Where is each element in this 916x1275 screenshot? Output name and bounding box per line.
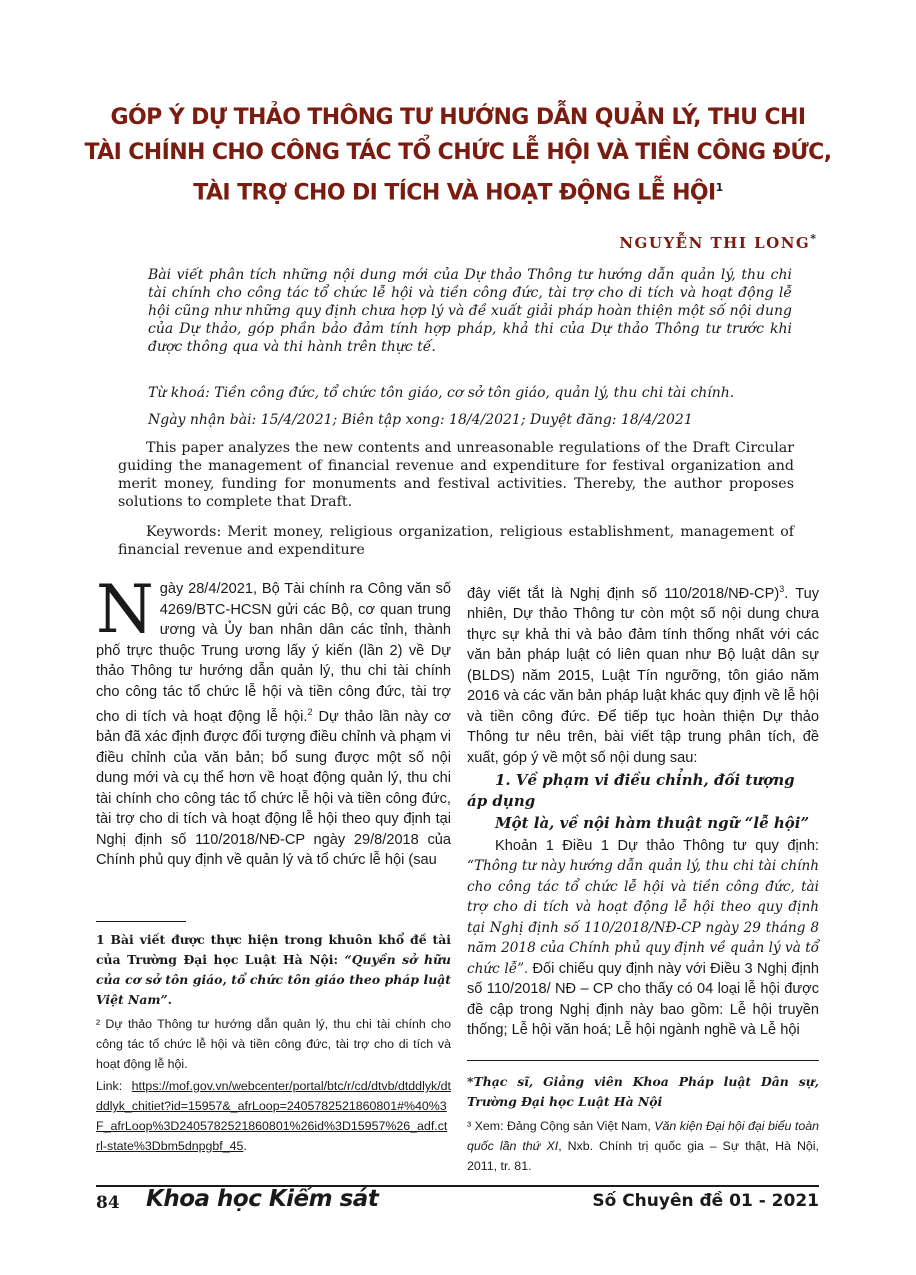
body-right-paragraph-1 <box>467 579 819 768</box>
abstract-vietnamese <box>148 266 792 356</box>
footnote-2: ² Dự thảo Thông tư hướng dẫn quản lý, thu chi tài chính cho công tác tổ chức lễ hội và tiền công đức, tài trợ cho di tích và hoạt động lễ hội. <box>96 1017 451 1071</box>
title-footnote-mark: 1 <box>715 181 723 194</box>
page-number: 84 <box>96 1193 120 1213</box>
article-title <box>80 100 836 210</box>
issue-label: Số Chuyên đề 01 - 2021 <box>592 1191 819 1211</box>
footnote-3 <box>467 1116 819 1176</box>
footnote-1-mark: 1 <box>96 932 105 947</box>
title-line-3-text: TÀI TRỢ CHO DI TÍCH VÀ HOẠT ĐỘNG LỄ HỘI <box>193 180 716 206</box>
body-left-text: gày 28/4/2021, Bộ Tài chính ra Công văn số 4269/BTC-HCSN gửi các Bộ, cơ quan trung ương và Ủy ban nhân dân các tỉnh, thành phố trực thuộc Trung ương lấy ý kiến (lần 2) về Dự thảo Thông tư hướng dẫn quản lý, thu chi tài chính cho công tác tổ chức lễ hội và tiền công đức, tài trợ cho di tích và hoạt động lễ hội. <box>96 581 451 725</box>
author-mark: * <box>810 232 816 245</box>
link-label: Link: <box>96 1079 132 1093</box>
abstract-english: This paper analyzes the new contents and unreasonable regulations of the Draft Circular guiding the management of financial revenue and expenditure for festival organization and merit money, funding for monuments and festival activities. Thereby, the author proposes solutions to complete that Draft. <box>118 440 794 510</box>
p2-rest: . Đối chiếu quy định này với Điều 3 Nghị định số 110/2018/ NĐ – CP cho thấy có 04 loại lễ hội được đề cập trong Nghị định này bao gồm: Lễ hội truyền thống; Lễ hội văn hoá; Lễ hội ngành nghề và Lễ hội <box>467 960 819 1039</box>
title-line-3 <box>80 170 836 210</box>
body-column-right <box>467 579 819 1041</box>
footnote-1-text: Bài viết được thực hiện trong khuôn khổ đề tài của Trường Đại học Luật Hà Nội: <box>96 932 451 967</box>
body-left-paragraph <box>96 571 452 871</box>
title-line-1: GÓP Ý DỰ THẢO THÔNG TƯ HƯỚNG DẪN QUẢN LÝ, THU CHI <box>110 105 806 130</box>
body-right-paragraph-2 <box>467 836 819 1041</box>
keywords-english: Keywords: Merit money, religious organization, religious establishment, management of financial revenue and expenditure <box>118 524 794 558</box>
body-right-text: đây viết tắt là Nghị định số 110/2018/NĐ-CP) <box>467 585 780 602</box>
subsection-heading: Một là, về nội hàm thuật ngữ “lễ hội” <box>495 814 810 833</box>
footnote-1-end: . <box>167 992 172 1007</box>
footnotes-right <box>467 1072 819 1176</box>
body-right-text-rest: . Tuy nhiên, Dự thảo Thông tư còn một số nội dung chưa thực sự khả thi và bảo đảm tính thống nhất với các văn bản pháp luật có liên quan như Bộ luật dân sự (BLDS) năm 2015, Luật Tín ngưỡng, tôn giáo năm 2016 và các văn bản pháp luật khác quy định về lễ hội và tiền công đức. Để tiếp tục hoàn thiện Dự thảo Thông tư nêu trên, bài viết tập trung phân tích, đề xuất, góp ý về một số nội dung sau: <box>467 585 820 766</box>
footnote-ref-3: 3 <box>779 584 785 594</box>
footnote-1-italic: “Quyền sở hữu của cơ sở tôn giáo, tổ chức tôn giáo theo pháp luật Việt Nam” <box>96 952 451 1007</box>
section-heading-1: 1. Về phạm vi điều chỉnh, đối tượng áp dụng <box>467 771 795 810</box>
footnote-2-link <box>96 1076 451 1156</box>
footnote-rule-left <box>96 921 186 922</box>
body-left-text-rest: Dự thảo lần này cơ bản đã xác định được đối tượng điều chỉnh và phạm vi điều chỉnh của văn bản; bổ sung được một số nội dung mới và cụ thể hơn về hoạt động quản lý, thu chi tài chính cho công tác tổ chức lễ hội và tiền công đức, tài trợ cho di tích và hoạt động lễ hội theo quy định tại Nghị định số 110/2018/NĐ-CP ngày 29/8/2018 của Chính phủ quy định về quản lý và tổ chức lễ hội (sau <box>96 708 452 869</box>
journal-name: Khoa học Kiểm sát <box>146 1186 379 1212</box>
abstract-vi-text: Bài viết phân tích những nội dung mới của Dự thảo Thông tư hướng dẫn quản lý, thu chi tài chính cho công tác tổ chức lễ hội và tiền công đức, tài trợ cho di tích và hoạt động lễ hội cũng như những quy định chưa hợp lý và đề xuất giải pháp hoàn thiện một số nội dung của Dự thảo, góp phần bảo đảm tính hợp pháp, khả thi của Dự thảo Thông tư trước khi được thông qua và thi hành trên thực tế. <box>148 267 792 355</box>
footnote-3-italic: Văn kiện Đại hội đại biểu toàn quốc lần thứ XI <box>467 1119 820 1153</box>
body-column-left <box>96 571 452 871</box>
footnote-3-start: ³ Xem: Đảng Cộng sản Việt Nam, <box>467 1119 655 1133</box>
article-dates: Ngày nhận bài: 15/4/2021; Biên tập xong: 18/4/2021; Duyệt đăng: 18/4/2021 <box>148 412 693 428</box>
drop-cap: N <box>96 571 154 648</box>
author-note: *Thạc sĩ, Giảng viên Khoa Pháp luật Dân sự, Trường Đại học Luật Hà Nội <box>467 1074 819 1109</box>
p2-quote: “Thông tư này hướng dẫn quản lý, thu chi tài chính cho công tác tổ chức lễ hội và tiền công đức, tài trợ cho di tích và hoạt động lễ hội theo quy định tại Nghị định số 110/2018/NĐ-CP ngày 29 tháng 8 năm 2018 của Chính phủ quy định về quản lý và tổ chức lễ” <box>467 858 819 977</box>
keywords-vietnamese: Từ khoá: Tiền công đức, tổ chức tôn giáo, cơ sở tôn giáo, quản lý, thu chi tài chính. <box>148 385 735 401</box>
footnotes-left <box>96 930 451 1156</box>
footnote-1 <box>96 930 451 1010</box>
author-name: NGUYỄN THI LONG <box>619 234 811 252</box>
title-line-2: TÀI CHÍNH CHO CÔNG TÁC TỔ CHỨC LỄ HỘI VÀ TIỀN CÔNG ĐỨC, <box>84 140 832 165</box>
source-link[interactable]: https://mof.gov.vn/webcenter/portal/btc/r/cd/dtvb/dtddlyk/dtddlyk_chitiet?id=15957&_afrLoop=2405782521860801#%40%3F_afrLoop%3D2405782521860801%26id%3D15957%26_adf.ctrl-state%3Dbm5dnpgbf_45 <box>96 1079 451 1153</box>
footnote-ref-2: 2 <box>307 707 313 717</box>
author <box>619 232 816 252</box>
footnote-3-end: , Nxb. Chính trị quốc gia – Sự thật, Hà Nội, 2011, tr. 81. <box>467 1139 819 1173</box>
p2-start: Khoản 1 Điều 1 Dự thảo Thông tư quy định: <box>495 837 819 854</box>
link-end: . <box>243 1139 247 1153</box>
footnote-rule-right <box>467 1060 819 1061</box>
